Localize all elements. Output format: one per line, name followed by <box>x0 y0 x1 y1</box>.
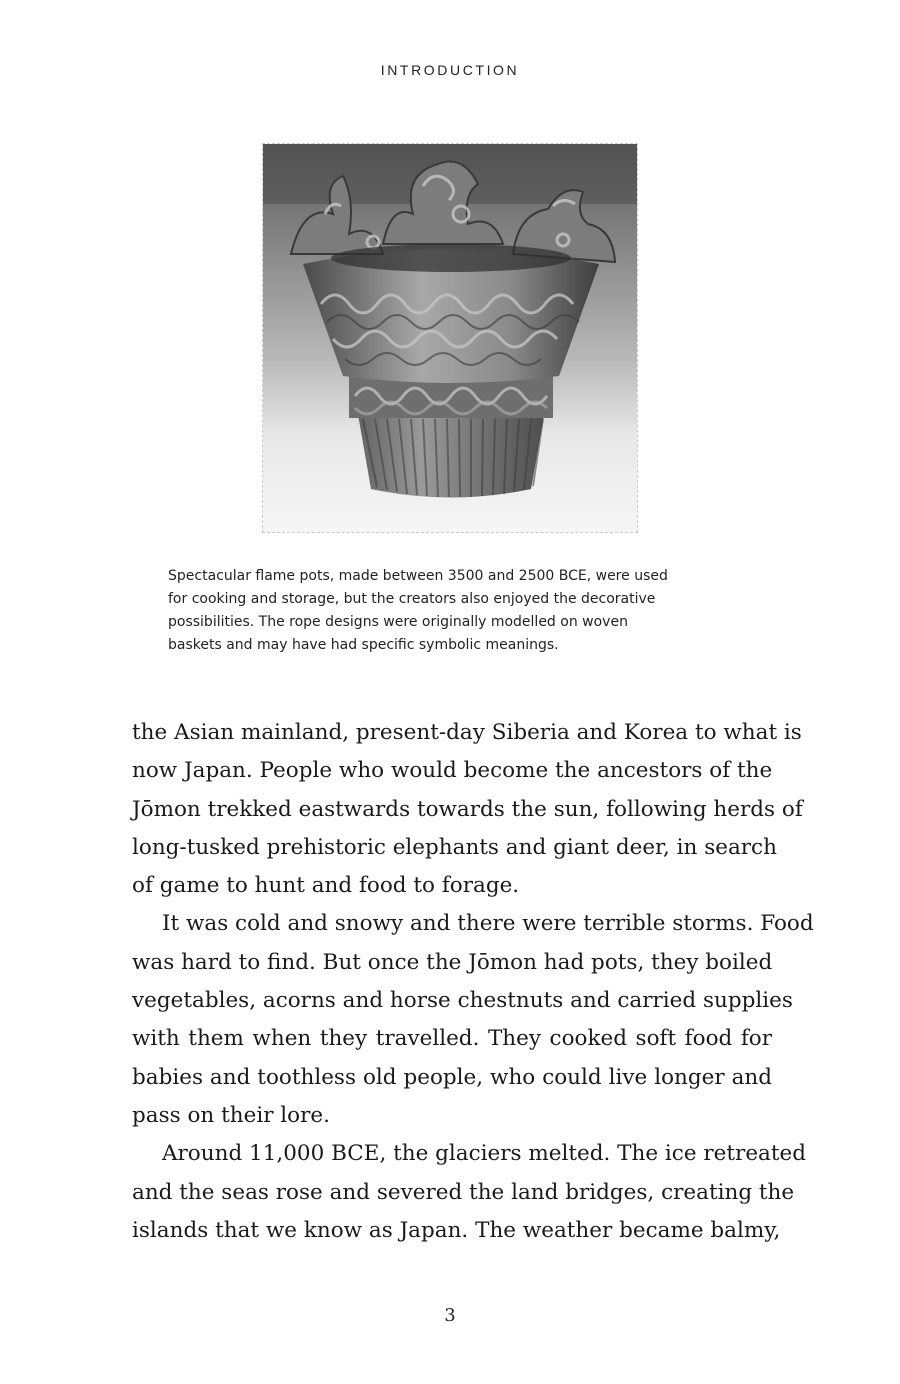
body-line: of game to hunt and food to forage. <box>132 873 520 899</box>
caption-line: for cooking and storage, but the creators also enjoyed the decorative <box>168 591 656 607</box>
body-line: was hard to find. But once the Jōmon had pots, they boiled <box>132 949 773 975</box>
body-line: pass on their lore. <box>132 1102 330 1128</box>
body-line: with them when they travelled. They cooked soft food for <box>132 1026 772 1052</box>
body-line: the Asian mainland, present-day Siberia and Korea to what is <box>132 720 802 745</box>
caption-line: possibilities. The rope designs were originally modelled on woven <box>168 614 628 630</box>
flame-pot-photo <box>262 143 638 533</box>
body-line: long-tusked prehistoric elephants and giant deer, in search <box>132 834 777 860</box>
body-line: islands that we know as Japan. The weather became balmy, <box>132 1217 781 1243</box>
figure-caption <box>168 565 748 657</box>
page-number: 3 <box>444 1305 456 1326</box>
body-line: Around 11,000 BCE, the glaciers melted. The ice retreated <box>162 1141 806 1167</box>
body-line: vegetables, acorns and horse chestnuts and carried supplies <box>132 988 793 1014</box>
body-line: It was cold and snowy and there were terrible storms. Food <box>162 911 814 937</box>
body-line: now Japan. People who would become the ancestors of the <box>132 758 773 784</box>
caption-line: baskets and may have had specific symbolic meanings. <box>168 637 559 653</box>
body-line: and the seas rose and severed the land bridges, creating the <box>132 1179 795 1205</box>
running-head: INTRODUCTION <box>380 62 520 78</box>
body-line: babies and toothless old people, who could live longer and <box>132 1064 772 1090</box>
body-line: Jōmon trekked eastwards towards the sun, following herds of <box>132 796 803 822</box>
caption-line: Spectacular flame pots, made between 3500 and 2500 BCE, were used <box>168 568 668 584</box>
body-text <box>132 714 814 1250</box>
